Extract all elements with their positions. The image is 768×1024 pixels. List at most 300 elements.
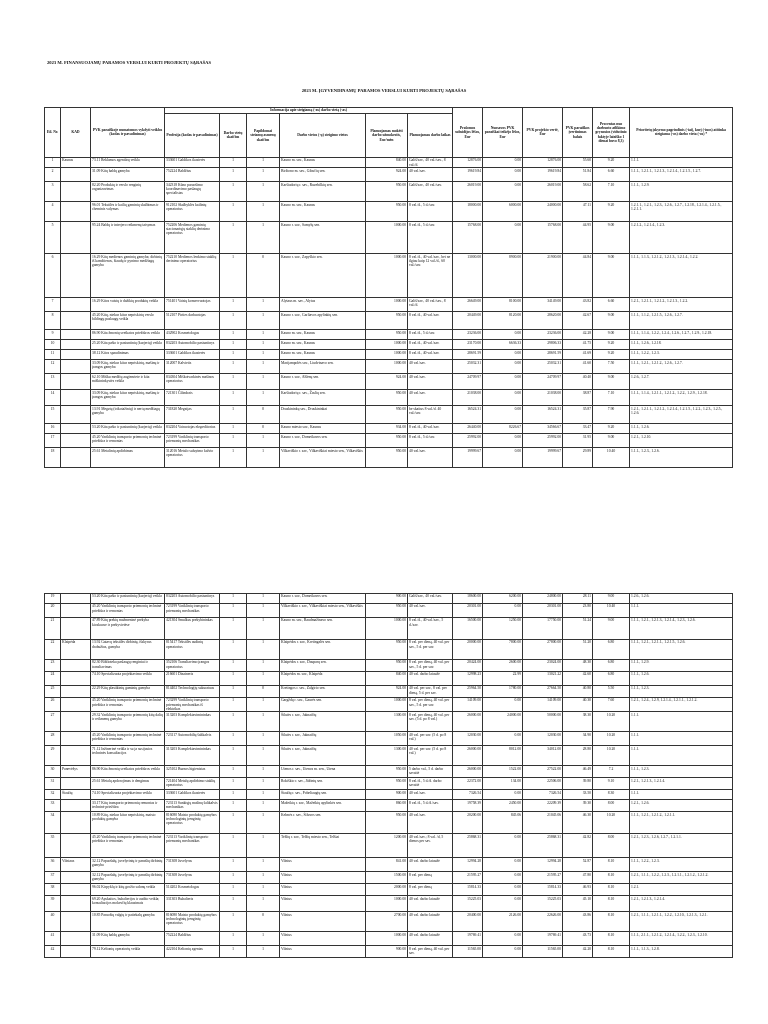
- table-row: [45, 672, 733, 686]
- cell-nuosavos: 1780.00: [483, 686, 523, 698]
- cell-nr: 13: [45, 374, 61, 390]
- cell-prioritetai: 1.1.1., 1.2.1., 1.2.1.2., 1.2.1.1.: [630, 812, 733, 834]
- cell-vieta: Telšių r. sav., Telšių miesto sen., Telšiai: [280, 834, 366, 858]
- cell-papildomai: 1: [247, 202, 280, 222]
- cell-prioritetai: 1.1.1., 1.2.6.: [630, 672, 733, 686]
- cell-nr: 31: [45, 778, 61, 790]
- cell-verte: 16524.31: [523, 406, 563, 424]
- cell-laikas: 8 val./d., 40 val./sav.: [408, 424, 453, 434]
- table-row: [45, 360, 733, 374]
- cell-atlyginimas: 1000.00: [366, 350, 408, 360]
- cell-prasomos: 26000.00: [453, 766, 483, 778]
- cell-balai: 33.50: [563, 790, 593, 800]
- cell-balai: 45.10: [563, 896, 593, 912]
- cell-darbo-vietu: 1: [220, 374, 247, 390]
- cell-nr: 39: [45, 896, 61, 912]
- header-balai: PVK paraiškos įvertinimas balais: [563, 108, 593, 158]
- cell-verte: 12876.00: [523, 157, 563, 167]
- cell-nr: 11: [45, 350, 61, 360]
- cell-nuosavos: 8012.00: [483, 746, 523, 766]
- cell-atlyginimas: 950.00: [366, 640, 408, 660]
- cell-laikas: 40 val. darbo laiaužė: [408, 858, 453, 872]
- cell-kad: Panevėžys: [61, 766, 91, 778]
- cell-darbo-vietu: 1: [220, 912, 247, 932]
- cell-prioritetai: 1.1.1., 1.1.3., 1.2.1.2., 1.2.1.3., 1.2.1.4., 1.2.2.: [630, 254, 733, 298]
- cell-pvk: 10.85 Paruoštų valgių ir patiekalų gamyba: [91, 912, 165, 932]
- cell-kad: [61, 434, 91, 448]
- cell-nr: 29: [45, 746, 61, 766]
- cell-verte: 22506.00: [523, 778, 563, 790]
- cell-laikas: 40 val. darbo laiaužė: [408, 896, 453, 912]
- cell-vieta: Vilnius: [280, 872, 366, 884]
- cell-prioritetai: 1.1.1., 1.2.1., 1.2.1.1., 1.2.1.5., 1.2.6.: [630, 640, 733, 660]
- cell-vieta: Vilnius: [280, 896, 366, 912]
- cell-atlyginimas: 1000.00: [366, 222, 408, 254]
- cell-kad: [61, 686, 91, 698]
- cell-pvk: 62.10 Mišku medžių augimviete ir kita miškininkystės veikla: [91, 374, 165, 390]
- cell-papildomai: 1: [247, 222, 280, 254]
- cell-profesija: 514202 Kosmetologas: [165, 884, 220, 896]
- cell-procentas: 7.10: [593, 182, 630, 202]
- cell-prioritetai: 1.2.1., 1.2.6.: [630, 800, 733, 812]
- cell-darbo-vietu: 1: [220, 712, 247, 732]
- cell-verte: 12994.28: [523, 858, 563, 872]
- cell-laikas: 40 val. per sav., 8 val. per dieną, 5 d. per sav.: [408, 686, 453, 698]
- cell-vieta: Klaipėdos r. sav., Dauparų sen.: [280, 660, 366, 672]
- cell-papildomai: 1: [247, 834, 280, 858]
- cell-procentas: 9.00: [593, 254, 630, 298]
- cell-atlyginimas: 924.00: [366, 168, 408, 182]
- cell-balai: 42.20: [563, 946, 593, 958]
- table-row: [45, 686, 733, 698]
- cell-prioritetai: 1.1.1., 1.2.9.: [630, 182, 733, 202]
- cell-atlyginimas: 1000.00: [366, 298, 408, 312]
- cell-darbo-vietu: 1: [220, 812, 247, 834]
- cell-nuosavos: 0.00: [483, 330, 523, 340]
- header-prioritetai: Prioritetų įskyrmo pagrindinis (-iai), kurį (-iuos) atitinka steigiama (-os) darbo vieta (-os) *: [630, 108, 733, 158]
- cell-atlyginimas: 950.00: [366, 434, 408, 448]
- cell-procentas: 9.00: [593, 330, 630, 340]
- table-row: [45, 594, 733, 604]
- cell-procentas: 9.00: [593, 312, 630, 330]
- cell-verte: 25868.31: [523, 834, 563, 858]
- cell-verte: 12030.00: [523, 732, 563, 746]
- cell-laikas: 8 val./d., 40 val./sav., bet ne ilgiau kaip 12 val./d., 60 val./sav.: [408, 254, 453, 298]
- cell-prasomos: 18000.00: [453, 202, 483, 222]
- cell-pvk: 45.20 Variklinių transporto priemonių techninė priežiūra ir remontas: [91, 834, 165, 858]
- cell-kad: [61, 448, 91, 468]
- cell-nr: 41: [45, 932, 61, 946]
- cell-papildomai: 1: [247, 946, 280, 958]
- cell-nr: 37: [45, 872, 61, 884]
- header-atlyginimas: Planuojamas mokėti darbo užmokestis, Eur/mėn: [366, 113, 408, 157]
- cell-laikas: 40 val./sav.: [408, 812, 453, 834]
- table-row: [45, 406, 733, 424]
- cell-atlyginimas: 900.00: [366, 594, 408, 604]
- cell-nr: 32: [45, 790, 61, 800]
- cell-balai: 51.24: [563, 618, 593, 640]
- cell-papildomai: 1: [247, 360, 280, 374]
- cell-papildomai: 1: [247, 374, 280, 390]
- cell-verte: 20301.00: [523, 604, 563, 618]
- cell-kad: [61, 746, 91, 766]
- cell-procentas: 10.40: [593, 448, 630, 468]
- header-kad: KAD: [61, 108, 91, 158]
- cell-darbo-vietu: 1: [220, 360, 247, 374]
- cell-papildomai: 1: [247, 698, 280, 712]
- cell-atlyginimas: 2000.00: [366, 884, 408, 896]
- cell-vieta: Šilutės r. sav., Juknaičių: [280, 732, 366, 746]
- cell-papildomai: 1: [247, 812, 280, 834]
- cell-nr: 42: [45, 946, 61, 958]
- cell-nuosavos: 0.00: [483, 360, 523, 374]
- cell-verte: 24709.97: [523, 374, 563, 390]
- cell-papildomai: 1: [247, 858, 280, 872]
- cell-vieta: Druskininkų sav., Druskininkai: [280, 406, 366, 424]
- cell-prioritetai: 1.2.1., 1.1.1., 1.2.2., 1.2.3., 1.2.1.1., 1.2.1.2., 1.2.1.2.: [630, 872, 733, 884]
- cell-darbo-vietu: 1: [220, 618, 247, 640]
- cell-profesija: 815417 Tekstilės audinių operatorius: [165, 640, 220, 660]
- cell-atlyginimas: 924.00: [366, 686, 408, 698]
- cell-atlyginimas: 934.00: [366, 424, 408, 434]
- cell-nuosavos: 24000.00: [483, 712, 523, 732]
- cell-laikas: 8 val. per dieną: [408, 884, 453, 896]
- cell-vieta: Vilnius: [280, 946, 366, 958]
- table-row: [45, 800, 733, 812]
- cell-kad: [61, 222, 91, 254]
- cell-profesija: 325102 Burnos higienistas: [165, 766, 220, 778]
- header-darbo-vietu: Darbo vietų skaičius: [220, 113, 247, 157]
- cell-procentas: 9.00: [593, 374, 630, 390]
- cell-prasomos: 25868.31: [453, 834, 483, 858]
- cell-nr: 12: [45, 360, 61, 374]
- cell-nr: 24: [45, 672, 61, 686]
- cell-prioritetai: 1.1.1.: [630, 712, 733, 732]
- cell-profesija: 333601 Galdikos ikasierės: [165, 350, 220, 360]
- cell-procentas: 9.10: [593, 778, 630, 790]
- cell-profesija: 816080 Maisto produktų gamybos technologinių įrenginių operatorius: [165, 812, 220, 834]
- header-vieta: Darbo vietos (-ų) steigimo vietos: [280, 113, 366, 157]
- cell-nuosavos: 8100.00: [483, 298, 523, 312]
- cell-darbo-vietu: 1: [220, 766, 247, 778]
- cell-laikas: 8 val. per dieną: [408, 872, 453, 884]
- table-row: [45, 912, 733, 932]
- cell-balai: 43.86: [563, 912, 593, 932]
- cell-pvk: 45.20 Variklinių transporto priemonių techninė priežiūra ir remontas: [91, 434, 165, 448]
- cell-profesija: 752224 Baldžius: [165, 932, 220, 946]
- cell-vieta: Vilnius: [280, 932, 366, 946]
- cell-profesija: 721301 Čilindrais: [165, 390, 220, 406]
- cell-profesija: 721404 Metalų apdirbimo staklių operatorius: [165, 778, 220, 790]
- table-body-page-2: [45, 594, 733, 958]
- cell-balai: 51.84: [563, 168, 593, 182]
- cell-verte: 22209.39: [523, 800, 563, 812]
- cell-verte: 15225.03: [523, 896, 563, 912]
- cell-prasomos: 12876.00: [453, 157, 483, 167]
- table-row: [45, 340, 733, 350]
- cell-procentas: 6.80: [593, 660, 630, 672]
- table-row: [45, 812, 733, 834]
- cell-prasomos: 20200.00: [453, 812, 483, 834]
- cell-profesija: 723117 Automobilių šaltkalvis: [165, 732, 220, 746]
- cell-atlyginimas: 841.00: [366, 858, 408, 872]
- cell-papildomai: 1: [247, 390, 280, 406]
- cell-papildomai: 1: [247, 298, 280, 312]
- cell-kad: [61, 660, 91, 672]
- cell-darbo-vietu: 1: [220, 932, 247, 946]
- table-body-page-1: [45, 157, 733, 467]
- cell-procentas: 8.30: [593, 790, 630, 800]
- cell-laikas: 40 val. darbo laiaužė: [408, 912, 453, 932]
- cell-profesija: 723113 Variklinių transporto priemonių mechanikas: [165, 834, 220, 858]
- cell-papildomai: 1: [247, 672, 280, 686]
- cell-atlyginimas: 840.00: [366, 672, 408, 686]
- cell-procentas: 6.80: [593, 672, 630, 686]
- header-prasomos: Prašomos subsidijos lėšos, Eur: [453, 108, 483, 158]
- cell-atlyginimas: 950.00: [366, 202, 408, 222]
- cell-pvk: 45.20 Kitų, niekur kitur nepriskirtų verslo bildingų paslaugų veikla: [91, 312, 165, 330]
- cell-vieta: Vilnius: [280, 884, 366, 896]
- table-row: [45, 834, 733, 858]
- cell-kad: [61, 298, 91, 312]
- cell-nuosavos: 0.00: [483, 932, 523, 946]
- cell-nr: 34: [45, 812, 61, 834]
- cell-balai: 43.73: [563, 932, 593, 946]
- cell-darbo-vietu: 1: [220, 406, 247, 424]
- cell-balai: 33.47: [563, 424, 593, 434]
- cell-kad: [61, 732, 91, 746]
- cell-profesija: 752206 Medienos gaminių stacionariųjų staklių derinimo operatorius: [165, 222, 220, 254]
- cell-papildomai: 1: [247, 778, 280, 790]
- cell-kad: [61, 406, 91, 424]
- cell-darbo-vietu: 1: [220, 884, 247, 896]
- cell-verte: 27664.50: [523, 686, 563, 698]
- cell-profesija: 421304 Smulkus prekybininkas: [165, 618, 220, 640]
- cell-pvk: 33.09 Kitų, niekur kitur nepriskirtų, mašinų ir įrangos gamyba: [91, 360, 165, 374]
- cell-prasomos: 28691.59: [453, 350, 483, 360]
- cell-laikas: 8 val. per dieną, 40 val. per sav., 5 d. per sav.: [408, 698, 453, 712]
- cell-darbo-vietu: 1: [220, 660, 247, 672]
- cell-prasomos: 12030.00: [453, 732, 483, 746]
- cell-pvk: 38.12 Kitos spaudinimas: [91, 350, 165, 360]
- cell-atlyginimas: 1200.00: [366, 834, 408, 858]
- table-row: [45, 202, 733, 222]
- cell-laikas: 40 val. darbo laiaužė: [408, 672, 453, 686]
- cell-laikas: 40 val. per sav. (5 d. po 8 val.): [408, 746, 453, 766]
- cell-laikas: 40 val./sav.; 8 val. /d, 5 dienos per sav.: [408, 834, 453, 858]
- cell-darbo-vietu: 1: [220, 182, 247, 202]
- cell-nuosavos: 0.00: [483, 946, 523, 958]
- cell-papildomai: 1: [247, 872, 280, 884]
- cell-papildomai: 1: [247, 618, 280, 640]
- cell-profesija: 352106 Transliavimo įrangos operatorius: [165, 660, 220, 672]
- cell-darbo-vietu: 1: [220, 872, 247, 884]
- cell-nr: 15: [45, 406, 61, 424]
- cell-nr: 26: [45, 698, 61, 712]
- cell-vieta: Kauno m. sav., Kaunas: [280, 330, 366, 340]
- cell-profesija: 333601 Galdikos ikasierės: [165, 157, 220, 167]
- cell-papildomai: 1: [247, 712, 280, 732]
- cell-pvk: 71.12 Inžinerinė veikla ir su ja susijusios techninės konsultacijos: [91, 746, 165, 766]
- cell-prasomos: 15814.33: [453, 884, 483, 896]
- cell-laikas: 40 val./sav.: [408, 448, 453, 468]
- cell-procentas: 9.00: [593, 222, 630, 254]
- cell-verte: 34566.67: [523, 424, 563, 434]
- cell-balai: 40.30: [563, 698, 593, 712]
- cell-prasomos: 23236.00: [453, 330, 483, 340]
- cell-pvk: 33.17 Kitų transporto priemonių remontas ir techninė priežiūra: [91, 800, 165, 812]
- cell-vieta: Kretingos r. sav., Žalgirio sen.: [280, 686, 366, 698]
- cell-profesija: 723199 Variklinių transporto priemonių mechanikas: [165, 604, 220, 618]
- cell-procentas: 10.40: [593, 604, 630, 618]
- cell-kad: [61, 390, 91, 406]
- table-row: [45, 884, 733, 896]
- cell-laikas: 8 val./d., 40 val./sav.: [408, 312, 453, 330]
- cell-balai: 40.80: [563, 686, 593, 698]
- cell-nr: 17: [45, 434, 61, 448]
- cell-profesija: 816080 Maisto produktų gamybos technologinių įrenginių operatorius: [165, 912, 220, 932]
- cell-vieta: Kauno m. sav., Kaunas: [280, 350, 366, 360]
- cell-papildomai: 1: [247, 790, 280, 800]
- cell-darbo-vietu: 1: [220, 298, 247, 312]
- cell-darbo-vietu: 1: [220, 330, 247, 340]
- cell-nr: 4: [45, 202, 61, 222]
- cell-prioritetai: 1.1.1., 1.2.2., 1.2.3.: [630, 350, 733, 360]
- cell-prioritetai: 1.1.1., 1.2.9.: [630, 660, 733, 672]
- cell-vieta: Klaipėdos r. sav., Kretingalės sen.: [280, 640, 366, 660]
- cell-papildomai: 1: [247, 660, 280, 672]
- cell-procentas: 9.20: [593, 350, 630, 360]
- cell-profesija: 814402 Technologijų sukuratuas: [165, 686, 220, 698]
- document-subtitle: 2023 M. ĮGYVENDINAMŲ PARAMOS VERSLUI KURTI PROJEKTŲ SĄRAŠAS: [301, 88, 467, 93]
- cell-balai: 41.75: [563, 340, 593, 350]
- cell-nuosavos: 0.00: [483, 350, 523, 360]
- cell-kad: [61, 202, 91, 222]
- cell-nuosavos: 1522.00: [483, 766, 523, 778]
- header-laikas: Planuojamas darbo laikas: [408, 113, 453, 157]
- cell-prasomos: 20449.00: [453, 312, 483, 330]
- cell-verte: 27522.00: [523, 766, 563, 778]
- cell-nuosavos: 0.00: [483, 604, 523, 618]
- cell-pvk: 53.20 Kita pašto ir pasiuntinių (kurjerių) veikla: [91, 594, 165, 604]
- cell-pvk: 47.89 Kitų prekių mažmeninė prekyba kioskuose ir prekyvietėse: [91, 618, 165, 640]
- cell-nuosavos: 0.00: [483, 157, 523, 167]
- cell-darbo-vietu: 1: [220, 672, 247, 686]
- cell-papildomai: 1: [247, 340, 280, 350]
- cell-procentas: 5.50: [593, 686, 630, 698]
- cell-atlyginimas: 1050.00: [366, 732, 408, 746]
- cell-kad: [61, 604, 91, 618]
- cell-atlyginimas: 1500.00: [366, 872, 408, 884]
- cell-papildomai: 0: [247, 424, 280, 434]
- cell-nr: 1: [45, 157, 61, 167]
- cell-darbo-vietu: 1: [220, 604, 247, 618]
- cell-prioritetai: 1.1.1., 1.2.1.1., 1.2.1.3., 1.2.1.4., 1.2.1.5., 1.2.7.: [630, 168, 733, 182]
- cell-balai: 34.90: [563, 732, 593, 746]
- cell-darbo-vietu: 1: [220, 800, 247, 812]
- cell-prioritetai: 1.2.1., 1.2.10.: [630, 434, 733, 448]
- cell-vieta: Kauno m. sav., Kaunas: [280, 157, 366, 167]
- cell-vieta: Kauno m. sav., Kaunas: [280, 340, 366, 350]
- cell-vieta: Klaipėdos m. sav., Klaipėda: [280, 672, 366, 686]
- cell-atlyginimas: 950.00: [366, 448, 408, 468]
- cell-vieta: Šilutės r. sav., Juknaičių: [280, 712, 366, 732]
- header-nuosavos: Nuosavos PVK paraiškai teikėjo lėšos, Eur: [483, 108, 523, 158]
- cell-vieta: Kauno r. sav., Garliavos apylinkių sen.: [280, 312, 366, 330]
- cell-prioritetai: 1.2.1., 1.1.1., 1.2.1.1., 1.2.2., 1.2.10., 1.2.1.3., 1.2.1.: [630, 912, 733, 932]
- cell-kad: [61, 800, 91, 812]
- cell-nr: 25: [45, 686, 61, 698]
- cell-procentas: 9.20: [593, 424, 630, 434]
- cell-laikas: Gališ/sav., 40 val./sav.: [408, 594, 453, 604]
- cell-profesija: 751401 Vaisių konservuotojas: [165, 298, 220, 312]
- cell-kad: [61, 812, 91, 834]
- cell-profesija: 752224 Baldžius: [165, 168, 220, 182]
- cell-vieta: Mažeikių r. sav., Mažeikių apylinkės sen.: [280, 800, 366, 812]
- cell-pvk: 10.89 Kitų, niekur kitur nepriskirtų, maisto produktų gamyba: [91, 812, 165, 834]
- cell-procentas: 8.10: [593, 872, 630, 884]
- document-title: 2023 M. FINANSUOJAMŲ PARAMOS VERSLUI KURTI PROJEKTŲ SĄRAŠAS: [47, 60, 212, 65]
- cell-vieta: Kauno m. sav., Baudmažinavo sen.: [280, 618, 366, 640]
- cell-atlyginimas: 950.00: [366, 312, 408, 330]
- cell-kad: [61, 778, 91, 790]
- cell-prasomos: 26019.00: [453, 182, 483, 202]
- cell-nuosavos: 0.00: [483, 222, 523, 254]
- cell-nr: 36: [45, 858, 61, 872]
- cell-procentas: 7.10: [593, 390, 630, 406]
- cell-prasomos: 21595.27: [453, 872, 483, 884]
- cell-papildomai: 1: [247, 157, 280, 167]
- cell-profesija: 912102 Skalbyklės kailinių operatorius: [165, 202, 220, 222]
- cell-laikas: 8 val./d., 5 d./sav.: [408, 202, 453, 222]
- cell-atlyginimas: 900.00: [366, 946, 408, 958]
- cell-profesija: 834304 Miškotvarkinės mašinos operatorius: [165, 374, 220, 390]
- cell-nuosavos: 0.00: [483, 834, 523, 858]
- cell-pvk: 25.61 Metalų apdorojimas ir dengimas: [91, 778, 165, 790]
- cell-laikas: 8 val. per dieną, 40 val. per sav., 5 d. per sav.: [408, 640, 453, 660]
- cell-darbo-vietu: 1: [220, 732, 247, 746]
- cell-prasomos: 20424.00: [453, 660, 483, 672]
- cell-nuosavos: 845.06: [483, 812, 523, 834]
- cell-nr: 40: [45, 912, 61, 932]
- cell-papildomai: 0: [247, 406, 280, 424]
- header-pvk: PVK paraiškoje numatomos vykdyti veiklos (kodas ir pavadinimas): [91, 108, 165, 158]
- cell-darbo-vietu: 1: [220, 312, 247, 330]
- cell-laikas: 8 val./d., 5 d./sav.: [408, 222, 453, 254]
- cell-pvk: 74.10 Specializuota projektavimo veikla: [91, 790, 165, 800]
- cell-vieta: Marijampolės sav., Liudvinavo sen.: [280, 360, 366, 374]
- cell-balai: 42.82: [563, 834, 593, 858]
- cell-kad: Vilniaus: [61, 858, 91, 872]
- cell-nr: 21: [45, 618, 61, 640]
- table-row: [45, 434, 733, 448]
- cell-laikas: 5 darbo val., 5 d. darbo savaitė: [408, 766, 453, 778]
- cell-prasomos: 22372.00: [453, 778, 483, 790]
- cell-vieta: Šilutės r. sav., Juknaičių: [280, 746, 366, 766]
- cell-prioritetai: 1.2.1.: [630, 884, 733, 896]
- cell-pvk: 22.29 Kitų plastikinių gaminių gamyba: [91, 686, 165, 698]
- cell-prasomos: 21038.00: [453, 390, 483, 406]
- cell-verte: 23024.00: [523, 660, 563, 672]
- cell-balai: 42.67: [563, 312, 593, 330]
- cell-procentas: 9.00: [593, 434, 630, 448]
- cell-papildomai: 1: [247, 884, 280, 896]
- cell-procentas: 9.00: [593, 618, 630, 640]
- cell-nuosavos: 7800.00: [483, 640, 523, 660]
- cell-prasomos: 26440.00: [453, 424, 483, 434]
- table-row: [45, 660, 733, 672]
- cell-darbo-vietu: 1: [220, 698, 247, 712]
